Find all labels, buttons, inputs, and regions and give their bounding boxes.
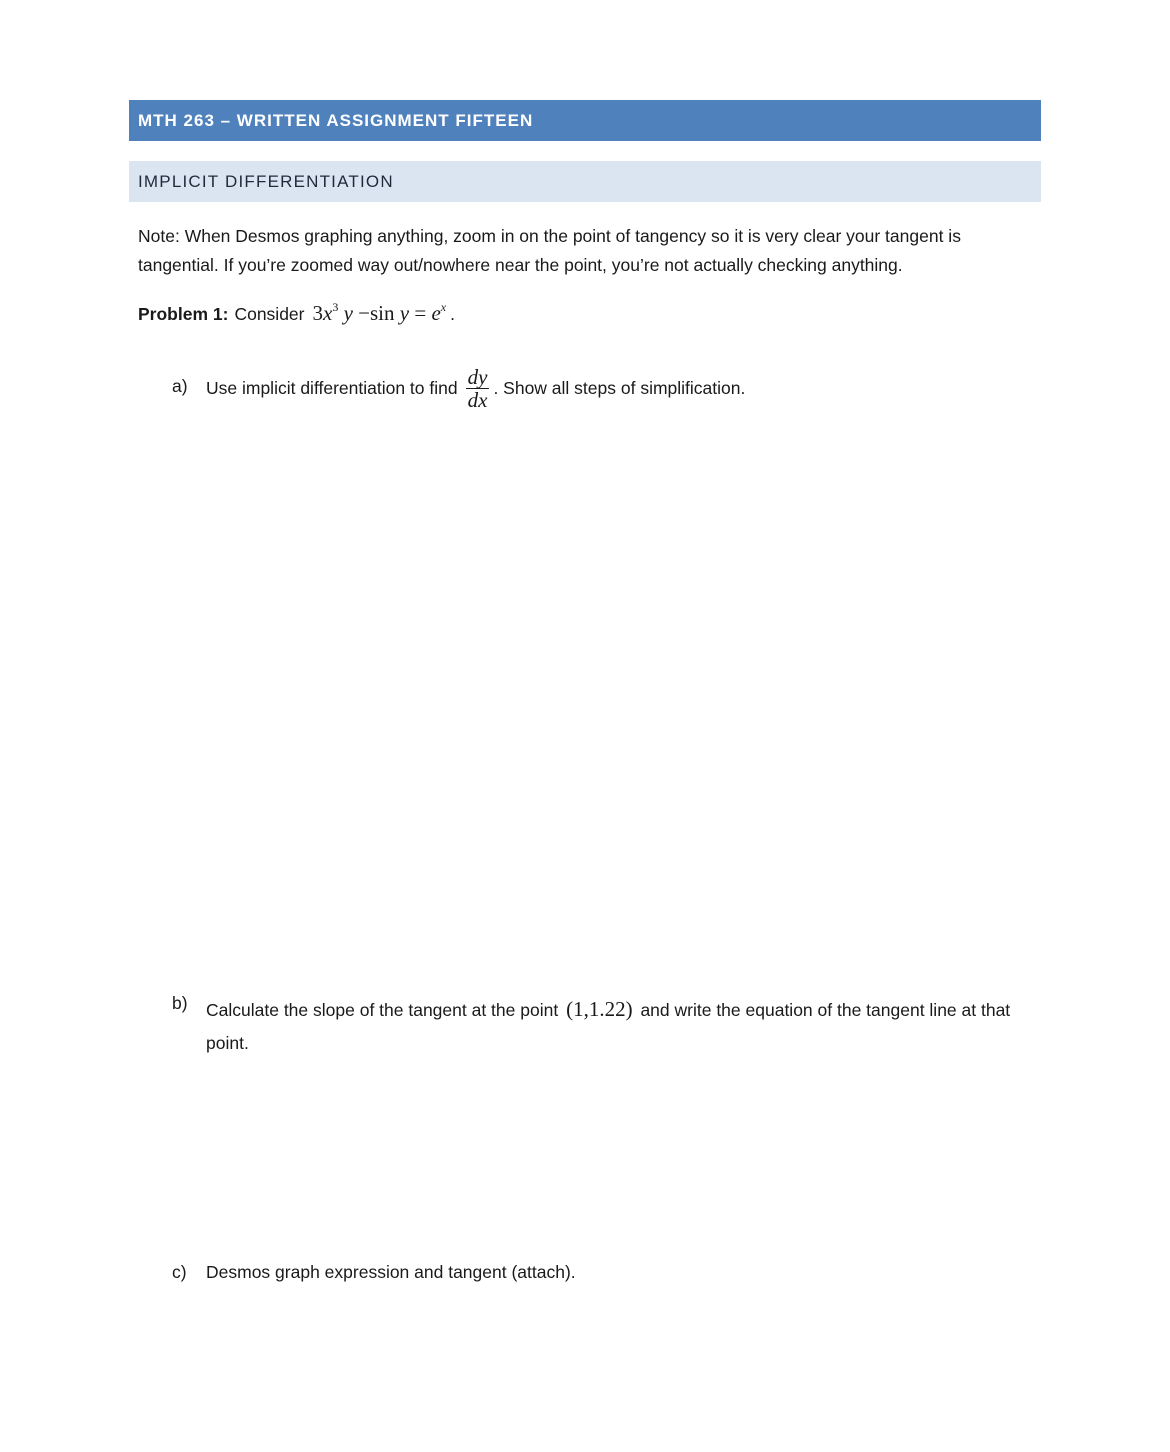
part-c-text: Desmos graph expression and tangent (attach). (206, 1262, 576, 1282)
eq-equals: = (414, 301, 427, 325)
problem-1-statement (138, 300, 455, 326)
section-heading-banner (129, 161, 1041, 202)
problem-1-period: . (450, 304, 455, 324)
fraction-numerator: dy (467, 364, 488, 389)
eq-exponent: 3 (332, 300, 339, 314)
part-b-body (206, 993, 1036, 1060)
desmos-note: Note: When Desmos graphing anything, zoom in on the point of tangency so it is very clear your tangent is tangential. If you’re zoomed way out/nowhere near the point, you’re not actually checking anything. (138, 226, 961, 275)
eq-e-exponent: x (440, 300, 447, 314)
fraction-denominator: dx (467, 387, 488, 412)
assignment-title-banner (129, 100, 1041, 141)
part-a-text: Use implicit differentiation to find (206, 377, 458, 398)
eq-y2: y (399, 301, 410, 325)
eq-y: y (343, 301, 353, 325)
part-b-label: b) (172, 993, 188, 1013)
problem-1-intro: Consider (234, 304, 305, 324)
eq-x: x (323, 301, 333, 325)
part-a-text-end: . Show all steps of simplification. (493, 377, 746, 398)
part-b-text: Calculate the slope of the tangent at the point (206, 1000, 559, 1020)
tangent-point: (1,1.22) (566, 997, 633, 1021)
eq-sin: sin (370, 301, 395, 325)
problem-1-equation (313, 300, 447, 326)
part-a-body (206, 362, 745, 414)
part-b-text-end: and write the equation of the tangent line at that point. (206, 1000, 1011, 1053)
eq-e: e (431, 301, 441, 325)
eq-coef: 3 (312, 301, 323, 325)
eq-minus: − (358, 301, 370, 325)
part-c-label: c) (172, 1262, 187, 1282)
assignment-title: MTH 263 – WRITTEN ASSIGNMENT FIFTEEN (138, 110, 534, 130)
dy-dx-fraction (466, 366, 490, 411)
problem-1-label: Problem 1: (138, 304, 229, 324)
section-heading: IMPLICIT DIFFERENTIATION (138, 171, 394, 191)
part-a-label: a) (172, 376, 188, 396)
